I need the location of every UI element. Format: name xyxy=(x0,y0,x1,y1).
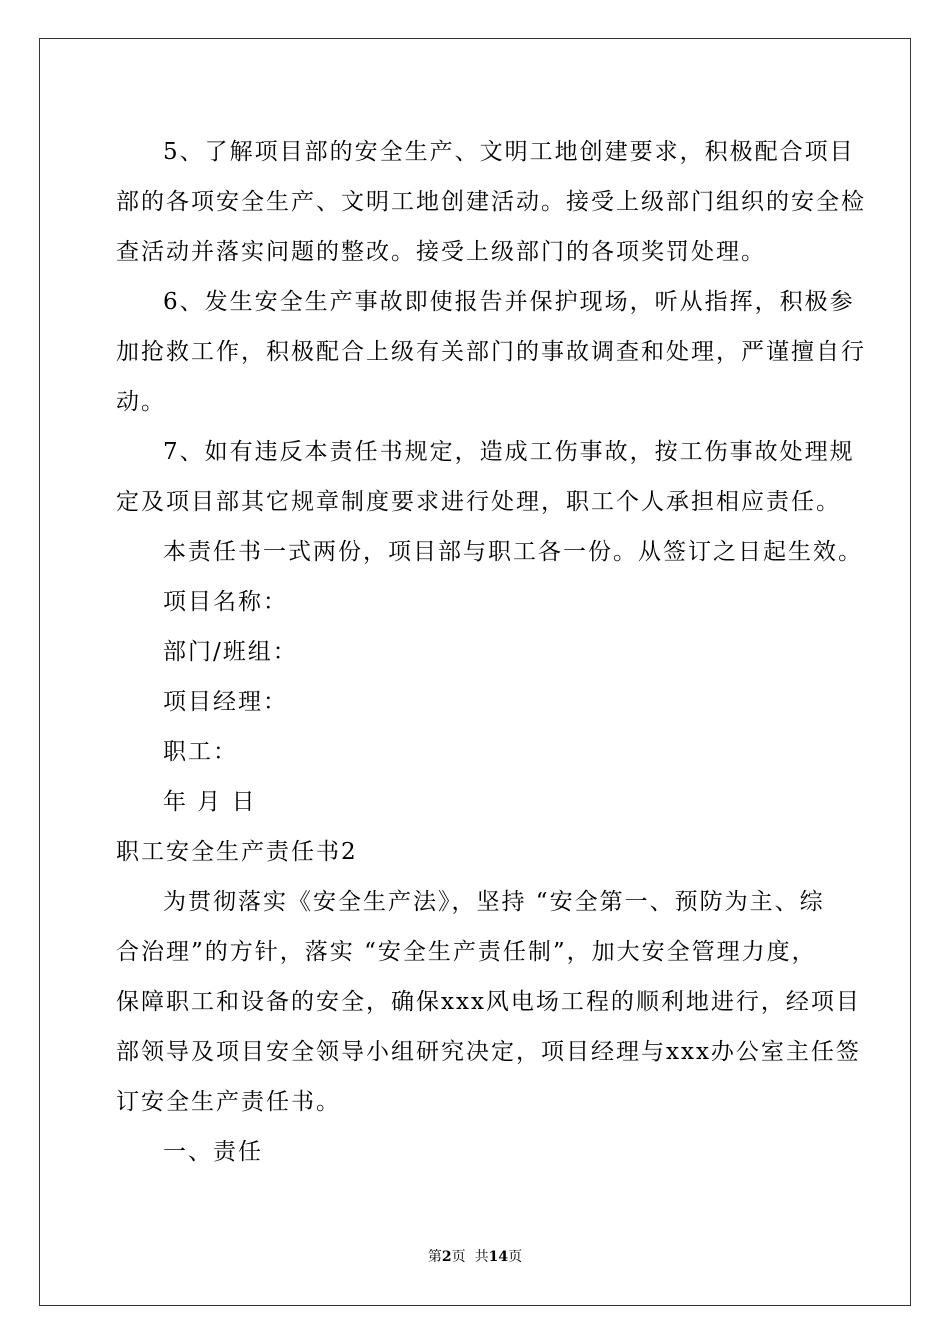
paragraph-line: 订安全生产责任书。 xyxy=(116,1089,341,1115)
section-title: 职工安全生产责任书2 xyxy=(116,839,358,865)
paragraph-line: 加抢救工作，积极配合上级有关部门的事故调查和处理，严谨擅自行 xyxy=(116,339,866,365)
subsection-heading: 一、责任 xyxy=(163,1139,263,1165)
field-label-project-manager: 项目经理： xyxy=(163,689,288,715)
paragraph-line: 查活动并落实问题的整改。接受上级部门的各项奖罚处理。 xyxy=(116,239,766,265)
paragraph-line: 部领导及项目安全领导小组研究决定，项目经理与xxx办公室主任签 xyxy=(116,1039,861,1065)
field-label-project-name: 项目名称： xyxy=(163,589,288,615)
paragraph-line: 7、如有违反本责任书规定，造成工伤事故，按工伤事故处理规 xyxy=(163,439,855,465)
footer-total-pages: 14 xyxy=(488,1249,509,1265)
paragraph-line: 动。 xyxy=(116,389,166,415)
paragraph-line: 合治理”的方针，落实 “安全生产责任制”，加大安全管理力度， xyxy=(116,939,817,965)
field-label-department: 部门/班组： xyxy=(163,639,298,665)
paragraph-line: 5、了解项目部的安全生产、文明工地创建要求，积极配合项目 xyxy=(163,139,855,165)
page-footer xyxy=(0,1247,950,1267)
footer-suffix: 页 xyxy=(508,1249,523,1265)
paragraph-line: 本责任书一式两份，项目部与职工各一份。从签订之日起生效。 xyxy=(163,539,863,565)
footer-prefix: 第 xyxy=(427,1249,442,1265)
paragraph-line: 6、发生安全生产事故即使报告并保护现场，听从指挥，积极参 xyxy=(163,289,855,315)
date-line: 年 月 日 xyxy=(163,789,257,815)
paragraph-line: 部的各项安全生产、文明工地创建活动。接受上级部门组织的安全检 xyxy=(116,189,866,215)
paragraph-line: 定及项目部其它规章制度要求进行处理，职工个人承担相应责任。 xyxy=(116,489,841,515)
document-body xyxy=(116,127,866,1177)
footer-mid: 页 共 xyxy=(451,1249,489,1265)
paragraph-line: 为贯彻落实《安全生产法》，坚持 “安全第一、预防为主、综 xyxy=(163,889,825,915)
footer-current-page: 2 xyxy=(441,1249,452,1265)
field-label-employee: 职工： xyxy=(163,739,238,765)
paragraph-line: 保障职工和设备的安全，确保xxx风电场工程的顺利地进行，经项目 xyxy=(116,989,861,1015)
